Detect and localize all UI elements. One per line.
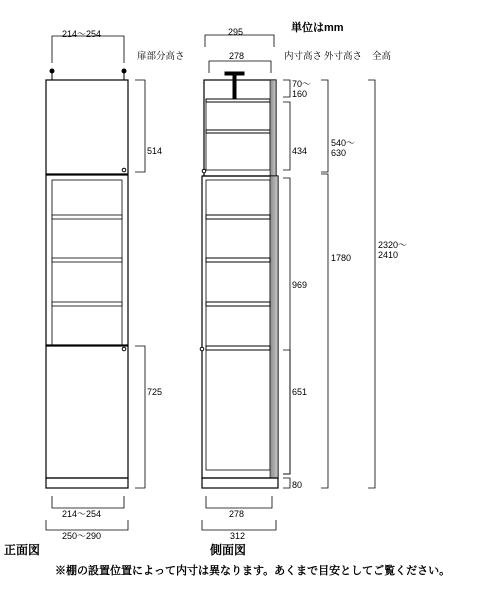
side-top-outer-depth-label: 295	[228, 27, 244, 37]
front-bottom-inner-width-label: 214～254	[62, 509, 102, 519]
lower-section-height-label: 651	[292, 387, 308, 397]
footnote: ※棚の設置位置によって内寸は異なります。あくまで目安としてご覧ください。	[55, 565, 451, 577]
inner-height-header: 内寸高さ	[284, 51, 323, 62]
outer-height-header: 外寸高さ	[324, 51, 363, 62]
front-top-width-label: 214～254	[62, 29, 102, 39]
middle-section-height-label: 969	[292, 280, 308, 290]
front-bottom-outer-width-label: 250～290	[62, 531, 102, 541]
door-split-height-header: 扉部分高さ	[137, 51, 185, 62]
front-view-title: 正面図	[4, 543, 41, 557]
top-gap-height-label: 70～ 160	[292, 79, 312, 99]
front-lower-door	[46, 346, 128, 478]
front-view-drawing	[46, 36, 145, 530]
side-bottom-inner-depth-label: 278	[229, 509, 245, 519]
upper-unit-outer-height-label: 540～ 630	[331, 138, 356, 158]
base-height-label: 80	[292, 480, 303, 490]
front-upper-door	[46, 80, 128, 174]
adjuster-left-icon	[50, 69, 54, 80]
side-view-drawing	[200, 35, 278, 530]
lower-unit-outer-height-label: 1780	[331, 253, 352, 263]
t-handle-icon	[225, 72, 244, 99]
side-top-inner-depth-label: 278	[229, 51, 245, 61]
unit-label: 単位はmm	[291, 22, 344, 34]
adjuster-right-icon	[122, 69, 126, 80]
side-view-title: 側面図	[210, 543, 247, 557]
lower-door-height-label: 725	[147, 387, 163, 397]
upper-door-height-label: 514	[147, 146, 163, 156]
total-height-label: 2320～ 2410	[378, 240, 408, 260]
upper-section-height-label: 434	[292, 146, 308, 156]
side-bottom-outer-depth-label: 312	[230, 531, 246, 541]
total-height-header: 全高	[372, 51, 392, 62]
